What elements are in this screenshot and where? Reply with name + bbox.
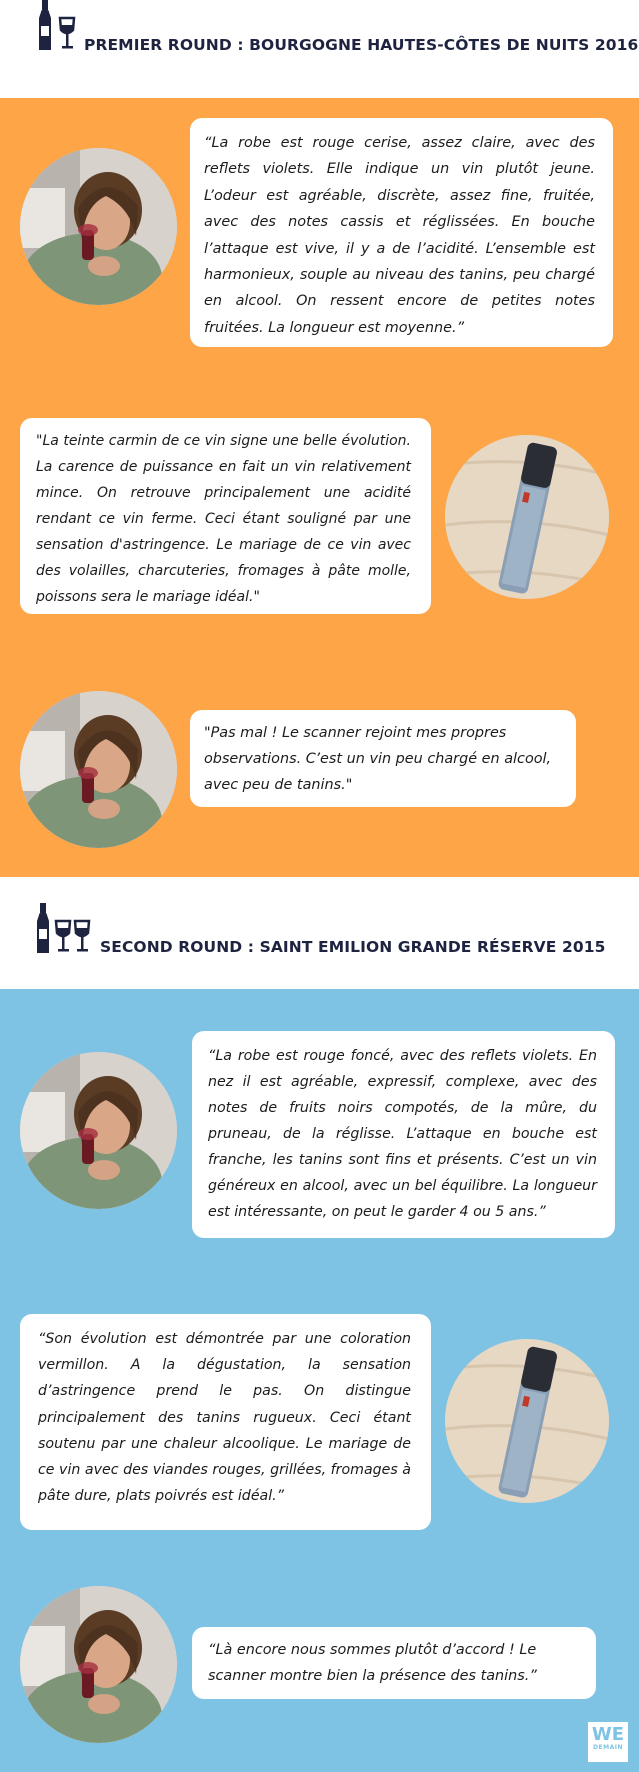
taster-photo	[20, 1052, 177, 1209]
taster-avatar	[20, 1052, 177, 1209]
quote-bubble-taster: “Là encore nous sommes plutôt d’accord ! Le scanner montre bien la présence des tanins.”	[192, 1627, 596, 1699]
scanner-avatar	[445, 435, 609, 599]
taster-avatar	[20, 1586, 177, 1743]
round2-section	[0, 989, 639, 1772]
round1-title: PREMIER ROUND : BOURGOGNE HAUTES-CÔTES DE NUITS 2016	[84, 36, 639, 54]
taster-photo	[20, 148, 177, 305]
we-demain-logo[interactable]	[588, 1722, 628, 1762]
taster-photo	[20, 1586, 177, 1743]
round2-title: SECOND ROUND : SAINT EMILION GRANDE RÉSERVE 2015	[100, 938, 606, 956]
logo-text-demain: DEMAIN	[593, 1744, 623, 1751]
taster-photo	[20, 691, 177, 848]
round2-header	[0, 877, 639, 989]
round1-header	[0, 0, 639, 98]
quote-bubble-scanner: "La teinte carmin de ce vin signe une belle évolution. La carence de puissance en fait un vin relativement mince. On retrouve principalement une acidité rendant ce vin ferme. Ceci étant souligné par une sensation d'astringence. Le mariage de ce vin avec des volailles, charcuteries, fromages à pâte molle, poissons sera le mariage idéal."	[20, 418, 431, 614]
wine-scanner-photo	[445, 1339, 609, 1503]
wine-bottle-glass-icon	[36, 0, 82, 52]
taster-avatar	[20, 691, 177, 848]
quote-bubble-taster: "Pas mal ! Le scanner rejoint mes propres observations. C’est un vin peu chargé en alcool, avec peu de tanins."	[190, 710, 576, 807]
wine-scanner-photo	[445, 435, 609, 599]
scanner-avatar	[445, 1339, 609, 1503]
quote-bubble-scanner: “Son évolution est démontrée par une coloration vermillon. A la dégustation, la sensation d’astringence prend le pas. On distingue principalement des tanins rugueux. Ceci étant soutenu par une chaleur alcoolique. Le mariage de ce vin avec des viandes rouges, grillées, fromages à pâte dure, plats poivrés est idéal.”	[20, 1314, 431, 1530]
quote-bubble-taster: “La robe est rouge foncé, avec des reflets violets. En nez il est agréable, expressif, complexe, avec des notes de fruits noirs compotés, de la mûre, du pruneau, de la réglisse. L’attaque en bouche est franche, les tanins sont fins et présents. C’est un vin généreux en alcool, avec un bel équilibre. La longueur est intéressante, on peut le garder 4 ou 5 ans.”	[192, 1031, 615, 1238]
wine-bottle-glasses-icon	[34, 903, 96, 955]
taster-avatar	[20, 148, 177, 305]
logo-text-we: WE	[591, 1724, 625, 1745]
round1-section	[0, 98, 639, 877]
quote-bubble-taster: “La robe est rouge cerise, assez claire, avec des reflets violets. Elle indique un vin plutôt jeune. L’odeur est agréable, discrète, assez fine, fruitée, avec des notes cassis et réglissées. En bouche l’attaque est vive, il y a de l’acidité. L’ensemble est harmonieux, souple au niveau des tanins, peu chargé en alcool. On ressent encore de petites notes fruitées. La longueur est moyenne.”	[190, 118, 613, 347]
